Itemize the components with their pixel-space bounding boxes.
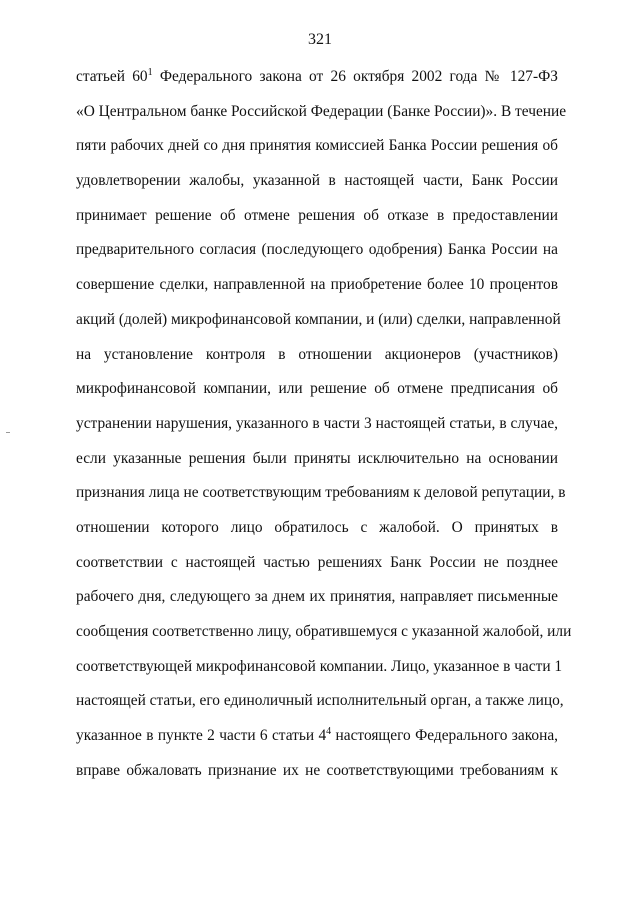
superscript: 1: [147, 67, 153, 78]
text-line: вправе обжаловать признание их не соответствующими требованиям к: [76, 761, 558, 779]
text-line: признания лица не соответствующим требованиям к деловой репутации, в: [76, 484, 566, 502]
text-run: указанное в пункте 2 части 6 статьи 4: [76, 727, 327, 745]
text-line: [76, 726, 558, 761]
text-line: удовлетворении жалобы, указанной в настоящей части, Банк России: [76, 172, 558, 190]
text-run: статьей 60: [76, 68, 148, 85]
text-line: совершение сделки, направленной на приобретение более 10 процентов: [76, 276, 558, 294]
text-line: устранении нарушения, указанного в части 3 настоящей статьи, в случае,: [76, 414, 558, 432]
text-line: отношении которого лицо обратилось с жалобой. О принятых в: [76, 518, 558, 536]
text-line: предварительного согласия (последующего одобрения) Банка России на: [76, 241, 558, 259]
page-number: 321: [308, 31, 332, 48]
text-line: настоящей статьи, его единоличный исполнительный орган, а также лицо,: [76, 692, 564, 710]
text-line: принимает решение об отмене решения об отказе в предоставлении: [76, 206, 558, 224]
text-line: соответствующей микрофинансовой компании. Лицо, указанное в части 1: [76, 657, 563, 675]
text-line: акций (долей) микрофинансовой компании, и (или) сделки, направленной: [76, 310, 561, 328]
text-line: «О Центральном банке Российской Федерации (Банке России)». В течение: [76, 102, 567, 120]
text-line: сообщения соответственно лицу, обратившемуся с указанной жалобой, или: [76, 623, 572, 640]
superscript: 4: [326, 726, 332, 738]
scan-mark: [6, 432, 10, 433]
text-line: пяти рабочих дней со дня принятия комиссией Банка России решения об: [76, 137, 558, 155]
body-text: [76, 67, 572, 795]
text-line: если указанные решения были приняты исключительно на основании: [76, 449, 558, 467]
text-line: микрофинансовой компании, или решение об отмене предписания об: [76, 380, 558, 398]
text-line: на установление контроля в отношении акционеров (участников): [76, 345, 558, 363]
text-line: [76, 67, 558, 102]
text-run: Федерального закона от 26 октября 2002 года № 127-ФЗ: [152, 68, 558, 85]
text-run: настоящего Федерального закона,: [331, 727, 558, 745]
text-line: соответствии с настоящей частью решениях Банк России не позднее: [76, 553, 558, 571]
text-line: рабочего дня, следующего за днем их принятия, направляет письменные: [76, 588, 558, 606]
